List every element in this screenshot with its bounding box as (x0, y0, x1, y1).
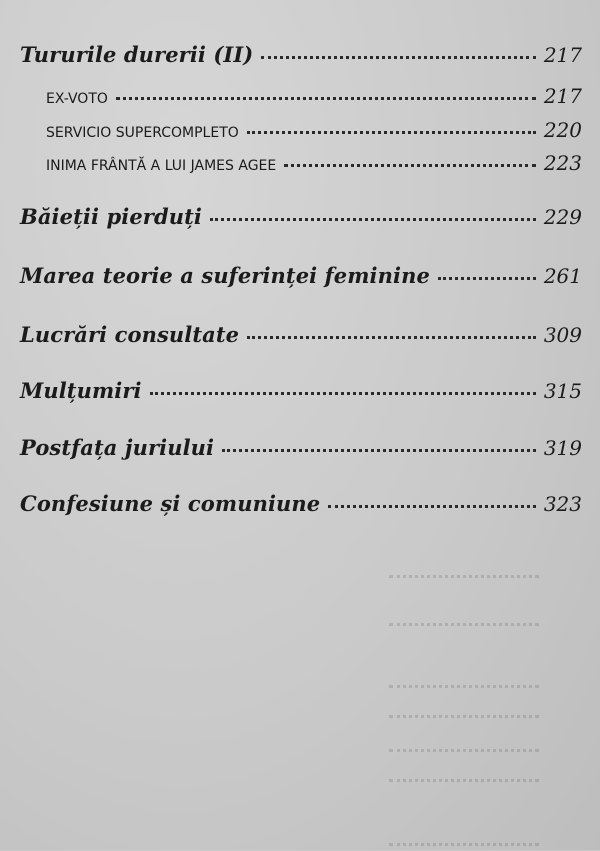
toc-entry-page: 319 (543, 436, 582, 460)
toc-entry-title: Băieții pierduți (20, 204, 202, 229)
toc-entry-title: Mulțumiri (20, 378, 142, 403)
toc-entry-marea-teorie (20, 263, 582, 288)
show-through-row (389, 702, 560, 723)
show-through-row (389, 736, 560, 757)
toc-entry-lucrari-consultate (20, 322, 582, 347)
toc-entry-multumiri (20, 378, 582, 403)
dot-leader (284, 164, 536, 167)
toc-subentry-title: EX-VOTO (46, 91, 108, 107)
toc-entry-baietii-pierduti (20, 204, 582, 229)
toc-subentry-page: 223 (543, 151, 582, 175)
toc-subentry-page: 217 (543, 84, 582, 108)
dot-leader (247, 131, 536, 134)
dot-leader (150, 392, 536, 395)
dot-leader (222, 449, 536, 452)
show-through-row (389, 766, 560, 787)
toc-entry-page: 309 (543, 323, 582, 347)
toc-entry-title: Postfața juriului (20, 435, 215, 460)
dot-leader (210, 218, 536, 221)
toc-entry-page: 323 (543, 492, 582, 516)
show-through-row (389, 562, 560, 583)
toc-subentry-inima-franta (46, 151, 582, 175)
toc-subentry-servicio-supercompleto (46, 118, 582, 142)
toc-entry-title: Tururile durerii (II) (20, 42, 254, 67)
toc-entry-title: Marea teorie a suferinței feminine (20, 263, 430, 288)
toc-subentry-title: INIMA FRÂNTĂ A LUI JAMES AGEE (46, 158, 277, 174)
toc-entry-confesiune (20, 491, 582, 516)
toc-entry-title: Lucrări consultate (20, 322, 240, 347)
toc-entry-page: 315 (543, 379, 582, 403)
toc-subentry-ex-voto (46, 84, 582, 108)
toc-subentry-page: 220 (543, 118, 582, 142)
dot-leader (438, 277, 536, 280)
show-through-row (389, 672, 560, 693)
toc-subentry-title: SERVICIO SUPERCOMPLETO (46, 125, 239, 141)
dot-leader (261, 56, 535, 59)
toc-entry-title: Confesiune și comuniune (20, 491, 321, 516)
show-through-row (389, 610, 560, 631)
toc-entry-page: 217 (543, 43, 582, 67)
dot-leader (328, 505, 536, 508)
toc-entry-tururile-durerii (20, 42, 582, 67)
toc-entry-page: 261 (543, 264, 582, 288)
toc-entry-page: 229 (543, 205, 582, 229)
show-through-row (389, 830, 560, 851)
page-show-through (0, 540, 600, 850)
toc-entry-postfata-juriului (20, 435, 582, 460)
dot-leader (247, 336, 536, 339)
dot-leader (116, 97, 536, 100)
